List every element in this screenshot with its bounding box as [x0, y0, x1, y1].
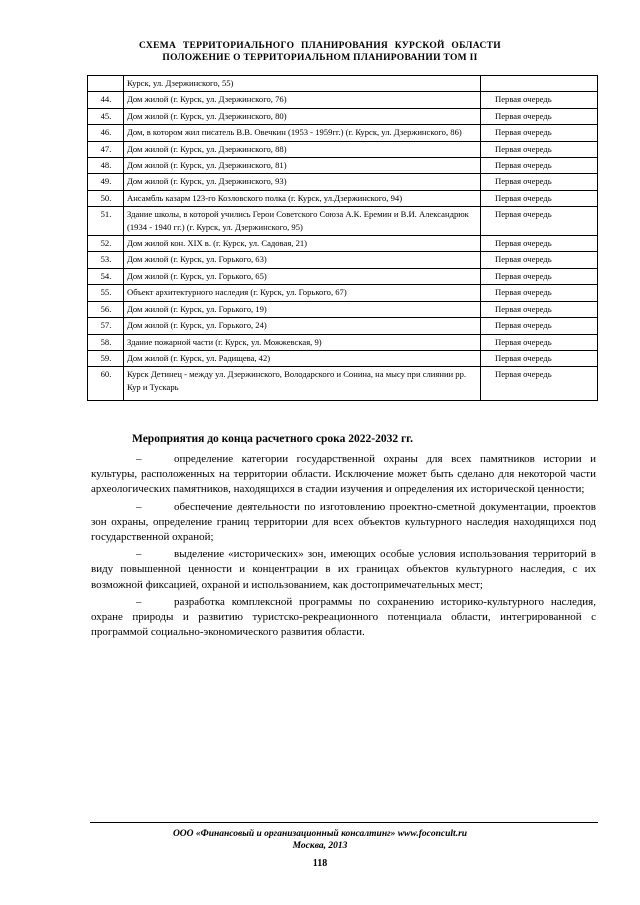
- row-object-name: Ансамбль казарм 123-го Козловского полка (г. Курск, ул.Дзержинского, 94): [124, 190, 481, 206]
- row-stage: [481, 76, 598, 92]
- row-stage: Первая очередь: [481, 125, 598, 141]
- row-object-name: Дом жилой (г. Курск, ул. Горького, 63): [124, 252, 481, 268]
- row-number: 47.: [88, 141, 124, 157]
- row-number: 58.: [88, 334, 124, 350]
- table-row: [88, 108, 598, 124]
- row-object-name: Дом, в котором жил писатель В.В. Овечкин (1953 - 1959гг.) (г. Курск, ул. Дзержинского, 86): [124, 125, 481, 141]
- row-object-name: Дом жилой кон. XIX в. (г. Курск, ул. Садовая, 21): [124, 236, 481, 252]
- table-body: [88, 76, 598, 401]
- table-row: [88, 285, 598, 301]
- page-footer: [0, 828, 640, 852]
- measure-text: обеспечение деятельности по изготовлению проектно-сметной документации, проектов зон охраны, определение границ территории для всех объектов культурного наследия находящихся под государственной охраной;: [91, 500, 596, 544]
- table-row: [88, 236, 598, 252]
- row-stage: Первая очередь: [481, 268, 598, 284]
- row-number: 51.: [88, 207, 124, 236]
- page-number: 118: [312, 858, 328, 869]
- row-number: 56.: [88, 301, 124, 317]
- measures-list: [91, 452, 596, 642]
- row-stage: Первая очередь: [481, 158, 598, 174]
- monuments-table: [87, 75, 598, 401]
- row-stage: Первая очередь: [481, 350, 598, 366]
- table-row: [88, 252, 598, 268]
- row-stage: Первая очередь: [481, 252, 598, 268]
- row-stage: Первая очередь: [481, 141, 598, 157]
- row-number: 55.: [88, 285, 124, 301]
- row-stage: Первая очередь: [481, 334, 598, 350]
- row-object-name: Здание школы, в которой учились Герои Советского Союза А.К. Еремин и В.И. Александрюк (1934 - 1940 гг.) (г. Курск, ул. Дзержинского, 95): [124, 207, 481, 236]
- row-number: 57.: [88, 318, 124, 334]
- table-row: [88, 125, 598, 141]
- table-row: [88, 174, 598, 190]
- row-object-name: Объект архитектурного наследия (г. Курск, ул. Горького, 67): [124, 285, 481, 301]
- table-row: [88, 318, 598, 334]
- row-number: 49.: [88, 174, 124, 190]
- measure-item: [91, 452, 596, 498]
- row-stage: Первая очередь: [481, 190, 598, 206]
- row-number: 50.: [88, 190, 124, 206]
- row-object-name: Дом жилой (г. Курск, ул. Дзержинского, 81): [124, 158, 481, 174]
- footer-company: ООО «Финансовый и организационный консалтинг» www.foconcult.ru: [172, 829, 468, 839]
- row-object-name: Дом жилой (г. Курск, ул. Горького, 24): [124, 318, 481, 334]
- row-object-name: Дом жилой (г. Курск, ул. Дзержинского, 76): [124, 92, 481, 108]
- list-dash: –: [136, 548, 142, 561]
- row-object-name: Дом жилой (г. Курск, ул. Горького, 65): [124, 268, 481, 284]
- measure-text: выделение «исторических» зон, имеющих особые условия использования территорий в виду повышенной ценности и концентрации в их границах объектов культурного наследия, с их возможной фиксацией, охраной и использованием, как достопримечательных мест;: [91, 548, 596, 591]
- table-row: [88, 334, 598, 350]
- row-object-name: Дом жилой (г. Курск, ул. Дзержинского, 93): [124, 174, 481, 190]
- measure-text: разработка комплексной программы по сохранению историко-культурного наследия, охране природы и развитию туристско-рекреационного потенциала области, интегрированной с программой социально-экономического развития области.: [91, 595, 596, 639]
- table-row: [88, 301, 598, 317]
- row-number: 46.: [88, 125, 124, 141]
- row-object-name: Курск Детинец - между ул. Дзержинского, Володарского и Сонина, на мысу при слиянии рр. Кур и Тускарь: [124, 367, 481, 401]
- section-title: Мероприятия до конца расчетного срока 2022-2032 гг.: [132, 433, 413, 445]
- footer-city: Москва, 2013: [292, 841, 348, 851]
- table-row: [88, 76, 598, 92]
- page-header: [0, 40, 640, 64]
- row-stage: Первая очередь: [481, 108, 598, 124]
- row-object-name: Курск, ул. Дзержинского, 55): [124, 76, 481, 92]
- list-dash: –: [136, 500, 142, 513]
- list-dash: –: [136, 595, 142, 608]
- row-number: 44.: [88, 92, 124, 108]
- measure-item: [91, 500, 596, 546]
- list-dash: –: [136, 453, 142, 465]
- row-object-name: Дом жилой (г. Курск, ул. Дзержинского, 80): [124, 108, 481, 124]
- row-number: 48.: [88, 158, 124, 174]
- table-row: [88, 367, 598, 401]
- table-row: [88, 268, 598, 284]
- measure-text: определение категории государственной охраны для всех памятников истории и культуры, расположенных на территории области. Исключение может быть сделано для некоторой части археологических памятников, находящихся в стадии изучения и определения их исторической ценности;: [91, 453, 596, 496]
- table-row: [88, 350, 598, 366]
- row-number: 52.: [88, 236, 124, 252]
- header-title-line1: СХЕМА ТЕРРИТОРИАЛЬНОГО ПЛАНИРОВАНИЯ КУРСКОЙ ОБЛАСТИ: [139, 41, 501, 51]
- row-stage: Первая очередь: [481, 367, 598, 401]
- row-stage: Первая очередь: [481, 301, 598, 317]
- table-row: [88, 190, 598, 206]
- measure-item: [91, 595, 596, 641]
- row-number: 45.: [88, 108, 124, 124]
- row-stage: Первая очередь: [481, 174, 598, 190]
- row-number: 60.: [88, 367, 124, 401]
- measure-item: [91, 547, 596, 593]
- header-title-line2: ПОЛОЖЕНИЕ О ТЕРРИТОРИАЛЬНОМ ПЛАНИРОВАНИИ ТОМ II: [162, 53, 478, 63]
- row-stage: Первая очередь: [481, 318, 598, 334]
- row-number: 54.: [88, 268, 124, 284]
- row-object-name: Дом жилой (г. Курск, ул. Радищева, 42): [124, 350, 481, 366]
- row-object-name: Здание пожарной части (г. Курск, ул. Можжевская, 9): [124, 334, 481, 350]
- table-row: [88, 207, 598, 236]
- footer-divider: [90, 822, 598, 823]
- row-stage: Первая очередь: [481, 236, 598, 252]
- row-stage: Первая очередь: [481, 285, 598, 301]
- table-row: [88, 141, 598, 157]
- row-stage: Первая очередь: [481, 207, 598, 236]
- row-number: 59.: [88, 350, 124, 366]
- row-number: 53.: [88, 252, 124, 268]
- table-row: [88, 158, 598, 174]
- row-number: [88, 76, 124, 92]
- row-object-name: Дом жилой (г. Курск, ул. Горького, 19): [124, 301, 481, 317]
- row-stage: Первая очередь: [481, 92, 598, 108]
- row-object-name: Дом жилой (г. Курск, ул. Дзержинского, 88): [124, 141, 481, 157]
- table-row: [88, 92, 598, 108]
